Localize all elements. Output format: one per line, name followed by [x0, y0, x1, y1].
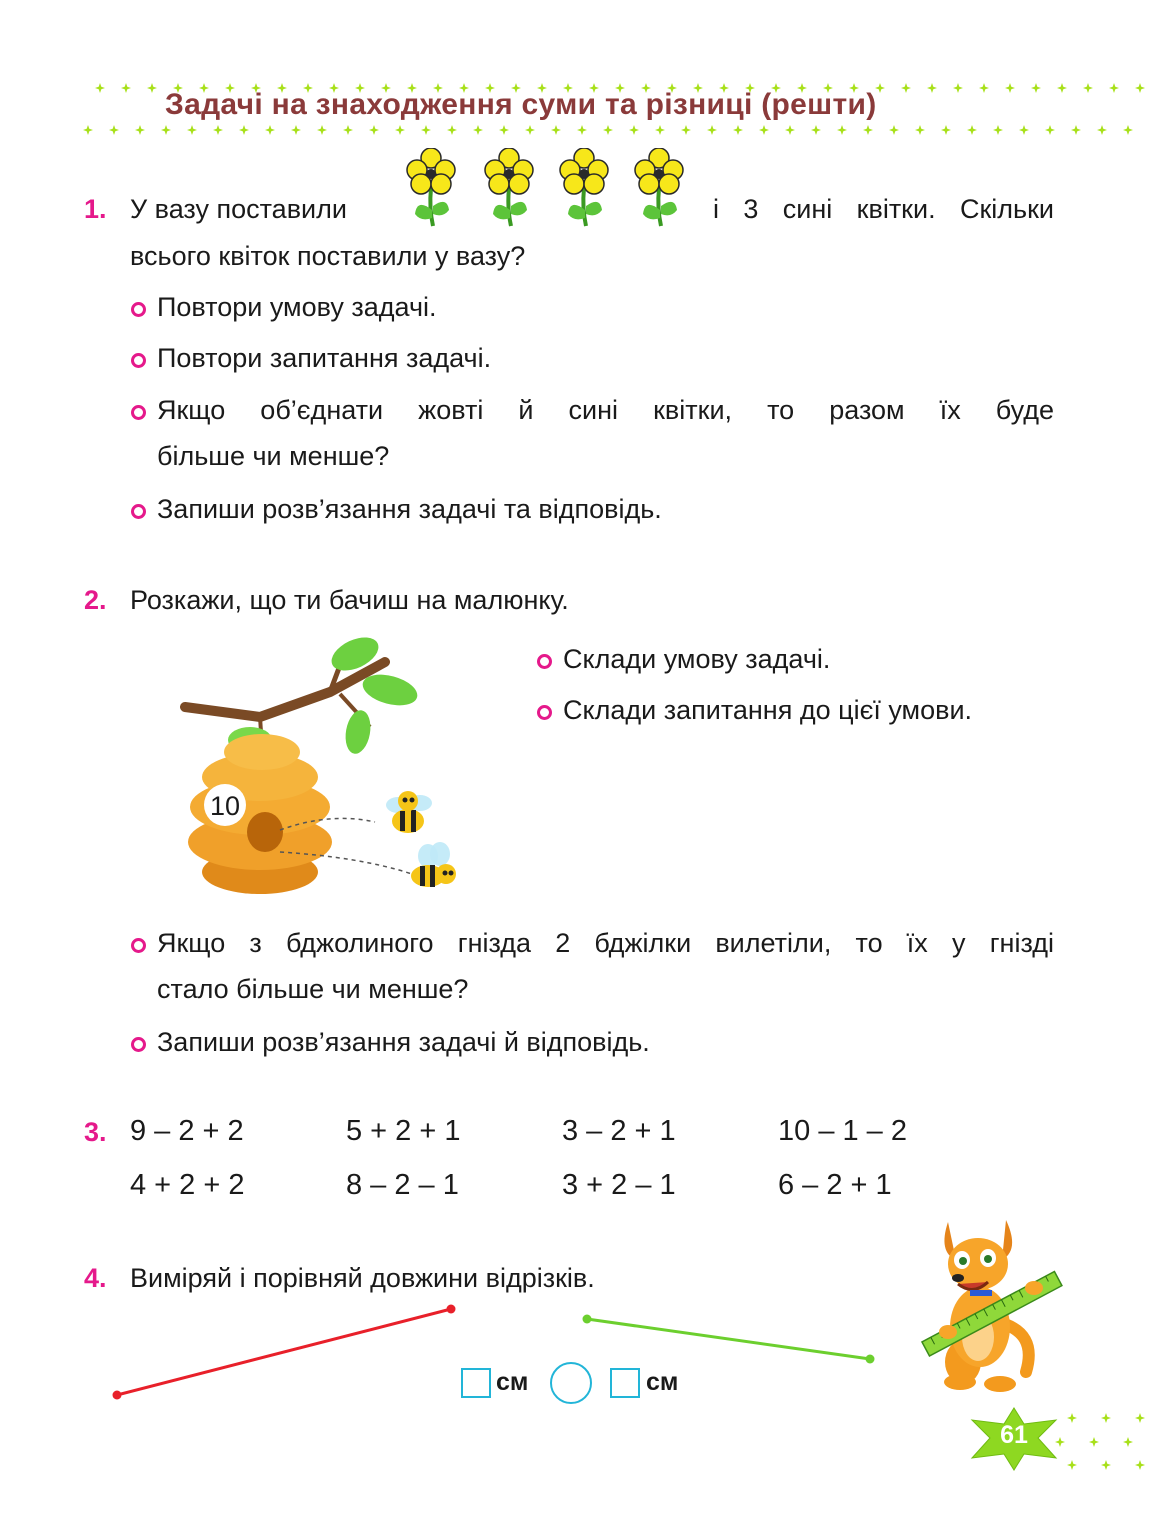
task-1-bullet-3: Якщо об’єднати жовті й сині квітки, то разом їх буде — [157, 395, 1054, 425]
star-dot-icon — [395, 125, 405, 135]
expression: 5 + 2 + 1 — [346, 1115, 461, 1147]
star-dot-icon — [525, 125, 535, 135]
star-dot-icon — [1057, 83, 1067, 93]
star-dot-icon — [1123, 125, 1133, 135]
expression: 3 + 2 – 1 — [562, 1169, 676, 1201]
bullet-icon — [131, 1037, 146, 1052]
star-dot-icon — [629, 125, 639, 135]
star-dot-icon — [447, 125, 457, 135]
task-2-bullet-3: Якщо з бджолиного гнізда 2 бджілки вилетіли, то їх у гнізді — [157, 928, 1054, 958]
star-dot-icon — [953, 83, 963, 93]
star-dot-icon — [1019, 125, 1029, 135]
bullet-icon — [131, 504, 146, 519]
star-dot-icon — [1101, 1413, 1111, 1423]
dog-with-ruler-icon — [918, 1212, 1066, 1394]
task-4-number: 4. — [84, 1263, 107, 1293]
segment-endpoint — [583, 1315, 592, 1324]
star-dot-icon — [213, 125, 223, 135]
star-dot-icon — [239, 125, 249, 135]
task-1-question: всього квіток поставили у вазу? — [130, 241, 526, 271]
yellow-flowers-group — [405, 148, 700, 230]
bullet-icon — [131, 302, 146, 317]
task-2-number: 2. — [84, 585, 107, 615]
yellow-flower-icon — [635, 148, 683, 226]
expression: 8 – 2 – 1 — [346, 1169, 459, 1201]
star-dot-icon — [1071, 125, 1081, 135]
task-1-bullet-3-cont: більше чи менше? — [157, 441, 390, 471]
bee-icon — [386, 791, 432, 833]
star-dot-icon — [1123, 1437, 1133, 1447]
page-title: Задачі на знаходження суми та різниці (решти) — [165, 88, 877, 121]
star-dot-icon — [889, 125, 899, 135]
segment-endpoint — [113, 1391, 122, 1400]
page-number: 61 — [1000, 1421, 1028, 1449]
task-4-text: Виміряй і порівняй довжини відрізків. — [130, 1263, 595, 1293]
task-1-bullet-1: Повтори умову задачі. — [157, 292, 437, 322]
star-dot-icon — [811, 125, 821, 135]
star-dot-icon — [147, 83, 157, 93]
star-dot-icon — [1005, 83, 1015, 93]
star-dot-icon — [135, 125, 145, 135]
bullet-icon — [131, 938, 146, 953]
star-dot-icon — [1101, 1460, 1111, 1470]
star-dot-icon — [967, 125, 977, 135]
task-2-bullet-2: Склади запитання до цієї умови. — [563, 695, 973, 725]
task-2-bullet-4: Запиши розв’язання задачі й відповідь. — [157, 1027, 650, 1057]
star-dot-icon — [83, 125, 93, 135]
star-dot-icon — [121, 83, 131, 93]
star-dot-icon — [343, 125, 353, 135]
star-dot-icon — [875, 83, 885, 93]
unit-label: см — [646, 1368, 679, 1396]
star-dot-icon — [291, 125, 301, 135]
star-dot-icon — [1135, 83, 1145, 93]
star-dot-icon — [1109, 83, 1119, 93]
bullet-icon — [131, 405, 146, 420]
star-dot-icon — [681, 125, 691, 135]
star-dot-icon — [369, 125, 379, 135]
star-dot-icon — [161, 125, 171, 135]
expression: 6 – 2 + 1 — [778, 1169, 892, 1201]
task-1-bullet-4: Запиши розв’язання задачі та відповідь. — [157, 494, 662, 524]
bullet-icon — [537, 654, 552, 669]
task-1-bullet-2: Повтори запитання задачі. — [157, 343, 492, 373]
star-dot-icon — [1031, 83, 1041, 93]
star-dot-icon — [551, 125, 561, 135]
task-2-bullet-1: Склади умову задачі. — [563, 644, 831, 674]
star-dot-icon — [655, 125, 665, 135]
green-segment — [587, 1319, 870, 1359]
star-dot-icon — [863, 125, 873, 135]
yellow-flower-icon — [407, 148, 455, 226]
task-1-text-start: У вазу поставили — [130, 194, 347, 224]
red-segment — [117, 1309, 451, 1395]
star-dot-icon — [993, 125, 1003, 135]
star-dot-icon — [1045, 125, 1055, 135]
star-dot-icon — [1097, 125, 1107, 135]
star-dot-icon — [109, 125, 119, 135]
star-dot-icon — [421, 125, 431, 135]
answer-box-1[interactable] — [461, 1368, 491, 1398]
yellow-flower-icon — [485, 148, 533, 226]
star-dot-icon — [979, 83, 989, 93]
hive-number: 10 — [209, 791, 241, 821]
expression: 4 + 2 + 2 — [130, 1169, 245, 1201]
star-dot-icon — [915, 125, 925, 135]
star-dot-icon — [317, 125, 327, 135]
star-dot-icon — [187, 125, 197, 135]
compare-sign-circle[interactable] — [550, 1362, 592, 1404]
task-2-bullet-3-cont: стало більше чи менше? — [157, 974, 469, 1004]
star-dot-icon — [901, 83, 911, 93]
star-dot-icon — [1135, 1413, 1145, 1423]
segment-endpoint — [866, 1355, 875, 1364]
task-1-text-end: і 3 сині квітки. Скільки — [713, 194, 1054, 224]
unit-label: см — [496, 1368, 529, 1396]
star-dot-icon — [603, 125, 613, 135]
star-dot-icon — [499, 125, 509, 135]
bullet-icon — [537, 705, 552, 720]
star-dot-icon — [941, 125, 951, 135]
star-dot-icon — [927, 83, 937, 93]
answer-box-2[interactable] — [610, 1368, 640, 1398]
star-dot-icon — [733, 125, 743, 135]
expression: 9 – 2 + 2 — [130, 1115, 244, 1147]
star-dot-icon — [473, 125, 483, 135]
segment-endpoint — [447, 1305, 456, 1314]
star-dot-icon — [1089, 1437, 1099, 1447]
star-dot-icon — [1067, 1413, 1077, 1423]
beehive-illustration — [180, 632, 465, 902]
star-dot-icon — [837, 125, 847, 135]
expression: 10 – 1 – 2 — [778, 1115, 907, 1147]
star-dot-icon — [1083, 83, 1093, 93]
star-dot-icon — [785, 125, 795, 135]
bee-icon — [411, 842, 456, 887]
star-dot-icon — [95, 83, 105, 93]
leaf-icon — [342, 708, 373, 755]
star-dot-icon — [1135, 1460, 1145, 1470]
segments — [100, 1300, 890, 1410]
task-2-text: Розкажи, що ти бачиш на малюнку. — [130, 585, 569, 615]
star-dot-icon — [759, 125, 769, 135]
task-3-number: 3. — [84, 1117, 107, 1147]
star-dot-icon — [1067, 1460, 1077, 1470]
star-dot-icon — [707, 125, 717, 135]
task-1-number: 1. — [84, 194, 107, 224]
star-dot-icon — [265, 125, 275, 135]
star-dot-icon — [577, 125, 587, 135]
bullet-icon — [131, 353, 146, 368]
expression: 3 – 2 + 1 — [562, 1115, 676, 1147]
yellow-flower-icon — [560, 148, 608, 226]
